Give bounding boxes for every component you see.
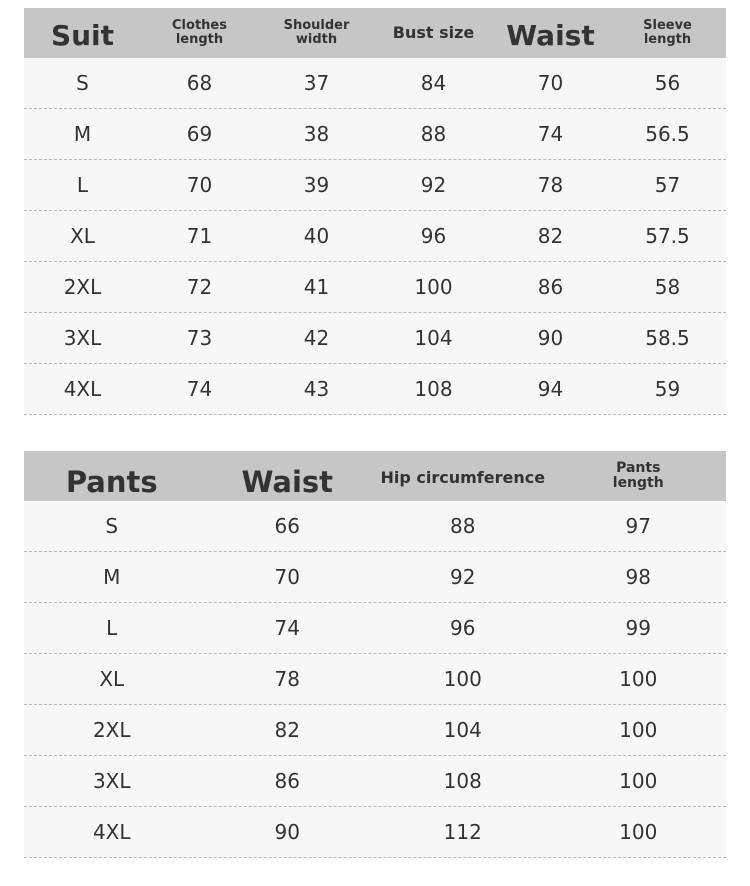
suit-header-shoulder-width: Shoulder width — [283, 18, 350, 47]
suit-size-table — [24, 8, 726, 415]
bust-size-cell: 88 — [420, 122, 447, 146]
table-row — [24, 552, 726, 603]
table-row — [24, 501, 726, 552]
suit-header-row — [24, 8, 726, 58]
hip-circumference-cell: 112 — [443, 820, 482, 844]
size-cell: XL — [70, 224, 95, 248]
sleeve-length-cell: 57.5 — [645, 224, 690, 248]
sleeve-length-cell: 57 — [654, 173, 681, 197]
table-row — [24, 603, 726, 654]
shoulder-width-cell: 38 — [303, 122, 330, 146]
bust-size-cell: 92 — [420, 173, 447, 197]
waist-cell: 74 — [537, 122, 564, 146]
pants-header-pants: Pants — [65, 464, 158, 499]
shoulder-width-cell: 40 — [303, 224, 330, 248]
hip-circumference-cell: 108 — [443, 769, 482, 793]
waist-cell: 90 — [274, 820, 300, 844]
shoulder-width-cell: 37 — [303, 71, 330, 95]
shoulder-width-cell: 39 — [303, 173, 330, 197]
suit-header-suit: Suit — [50, 19, 115, 53]
size-cell: 3XL — [92, 769, 131, 793]
pants-length-cell: 100 — [619, 820, 658, 844]
suit-header-waist: Waist — [506, 19, 595, 53]
size-cell: 4XL — [63, 377, 102, 401]
table-row — [24, 109, 726, 160]
size-cell: M — [73, 122, 92, 146]
clothes-length-cell: 74 — [186, 377, 213, 401]
pants-header-row — [24, 451, 726, 501]
waist-cell: 70 — [274, 565, 300, 589]
suit-header-clothes-length: Clothes length — [172, 18, 227, 47]
table-row — [24, 705, 726, 756]
clothes-length-cell: 71 — [186, 224, 213, 248]
clothes-length-cell: 73 — [186, 326, 213, 350]
table-row — [24, 262, 726, 313]
table-row — [24, 58, 726, 109]
table-row — [24, 807, 726, 858]
table-row — [24, 654, 726, 705]
pants-length-cell: 100 — [619, 769, 658, 793]
sleeve-length-cell: 56 — [654, 71, 681, 95]
pants-header-pants-length: Pants length — [612, 460, 664, 491]
size-cell: M — [103, 565, 121, 589]
hip-circumference-cell: 104 — [443, 718, 482, 742]
table-row — [24, 160, 726, 211]
pants-length-cell: 100 — [619, 667, 658, 691]
size-cell: S — [105, 514, 119, 538]
size-cell: 2XL — [63, 275, 102, 299]
suit-header-bust-size: Bust size — [392, 22, 475, 42]
waist-cell: 90 — [537, 326, 564, 350]
hip-circumference-cell: 96 — [450, 616, 476, 640]
bust-size-cell: 108 — [414, 377, 453, 401]
size-cell: 4XL — [92, 820, 131, 844]
pants-length-cell: 100 — [619, 718, 658, 742]
waist-cell: 74 — [274, 616, 300, 640]
waist-cell: 70 — [537, 71, 564, 95]
bust-size-cell: 100 — [414, 275, 453, 299]
clothes-length-cell: 68 — [186, 71, 213, 95]
table-row — [24, 756, 726, 807]
bust-size-cell: 96 — [420, 224, 447, 248]
waist-cell: 86 — [537, 275, 564, 299]
waist-cell: 78 — [537, 173, 564, 197]
bust-size-cell: 84 — [420, 71, 447, 95]
hip-circumference-cell: 88 — [450, 514, 476, 538]
table-row — [24, 364, 726, 415]
waist-cell: 82 — [274, 718, 300, 742]
table-row — [24, 313, 726, 364]
clothes-length-cell: 70 — [186, 173, 213, 197]
pants-header-waist: Waist — [241, 464, 334, 499]
hip-circumference-cell: 100 — [443, 667, 482, 691]
suit-header-sleeve-length: Sleeve length — [643, 18, 692, 47]
size-cell: L — [76, 173, 89, 197]
sleeve-length-cell: 58.5 — [645, 326, 690, 350]
waist-cell: 82 — [537, 224, 564, 248]
size-cell: 3XL — [63, 326, 102, 350]
shoulder-width-cell: 41 — [303, 275, 330, 299]
pants-header-hip-circumference: Hip circumference — [380, 467, 546, 487]
clothes-length-cell: 72 — [186, 275, 213, 299]
waist-cell: 86 — [274, 769, 300, 793]
bust-size-cell: 104 — [414, 326, 453, 350]
waist-cell: 78 — [274, 667, 300, 691]
shoulder-width-cell: 43 — [303, 377, 330, 401]
pants-size-table — [24, 451, 726, 858]
sleeve-length-cell: 56.5 — [645, 122, 690, 146]
pants-length-cell: 98 — [625, 565, 651, 589]
size-cell: S — [76, 71, 89, 95]
size-cell: L — [106, 616, 118, 640]
sleeve-length-cell: 58 — [654, 275, 681, 299]
sleeve-length-cell: 59 — [654, 377, 681, 401]
waist-cell: 94 — [537, 377, 564, 401]
waist-cell: 66 — [274, 514, 300, 538]
table-row — [24, 211, 726, 262]
size-cell: 2XL — [92, 718, 131, 742]
pants-length-cell: 99 — [625, 616, 651, 640]
clothes-length-cell: 69 — [186, 122, 213, 146]
pants-length-cell: 97 — [625, 514, 651, 538]
size-cell: XL — [99, 667, 125, 691]
hip-circumference-cell: 92 — [450, 565, 476, 589]
shoulder-width-cell: 42 — [303, 326, 330, 350]
